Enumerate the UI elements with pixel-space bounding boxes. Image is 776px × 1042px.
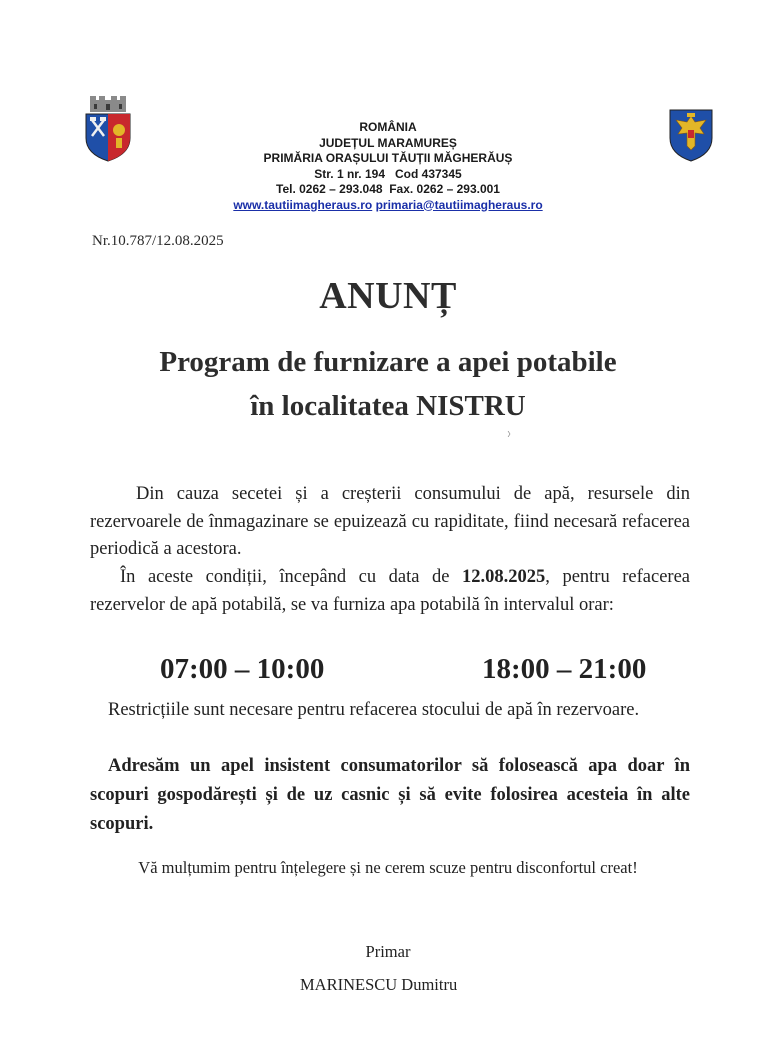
- paragraph-schedule: [90, 564, 690, 619]
- website-link[interactable]: www.tautiimagheraus.ro: [233, 197, 373, 212]
- header-contact: Tel. 0262 – 293.048 Fax. 0262 – 293.001: [276, 182, 500, 196]
- document-subtitle: [0, 340, 776, 428]
- header-links: [200, 198, 576, 214]
- institution-header: [200, 120, 576, 213]
- thanks-note: Vă mulțumim pentru înțelegere și ne cerem scuze pentru disconfortul creat!: [138, 858, 638, 877]
- subtitle-line-1: Program de furnizare a apei potabile: [159, 346, 617, 378]
- header-address: Str. 1 nr. 194 Cod 437345: [314, 166, 462, 181]
- subtitle-line-2: în localitatea NISTRU: [250, 390, 526, 422]
- header-country: ROMÂNIA: [359, 120, 417, 134]
- paragraph-appeal: Adresăm un apel insistent consumatorilor să folosească apa doar în scopuri gospodărești și de uz casnic și să evite folosirea acesteia în alte scopuri.: [90, 756, 690, 834]
- paragraph-restrictions: Restricțiile sunt necesare pentru refacerea stocului de apă în rezervoare.: [108, 700, 640, 720]
- header-county: JUDEȚUL MARAMUREȘ: [319, 135, 457, 150]
- scan-speck: [507, 431, 511, 437]
- mayor-title: Primar: [365, 942, 411, 961]
- interval-morning: 07:00 – 10:00: [160, 653, 325, 685]
- interval-evening: 18:00 – 21:00: [482, 653, 647, 685]
- registration-number: Nr.10.787/12.08.2025: [92, 233, 224, 249]
- paragraph-schedule-lead: În aceste condiții, începând cu data de: [120, 567, 463, 587]
- document-title: ANUNȚ: [319, 275, 457, 317]
- town-coat-of-arms-icon: [82, 96, 134, 162]
- county-coat-of-arms-icon: [668, 108, 714, 162]
- email-link[interactable]: primaria@tautiimagheraus.ro: [375, 197, 543, 212]
- start-date: 12.08.2025: [462, 567, 546, 587]
- paragraph-schedule-rest: , pentru refacerea rezervelor de apă potabilă, se va furniza apa potabilă în intervalul orar:: [90, 567, 690, 615]
- mayor-name: MARINESCU Dumitru: [300, 975, 458, 994]
- header-institution: PRIMĂRIA ORAȘULUI TĂUȚII MĂGHERĂUȘ: [263, 151, 513, 165]
- paragraph-drought: Din cauza secetei și a creșterii consumului de apă, resursele din rezervoarele de înmagazinare se epuizează cu rapiditate, fiind necesară refacerea periodică a acestora.: [90, 484, 690, 559]
